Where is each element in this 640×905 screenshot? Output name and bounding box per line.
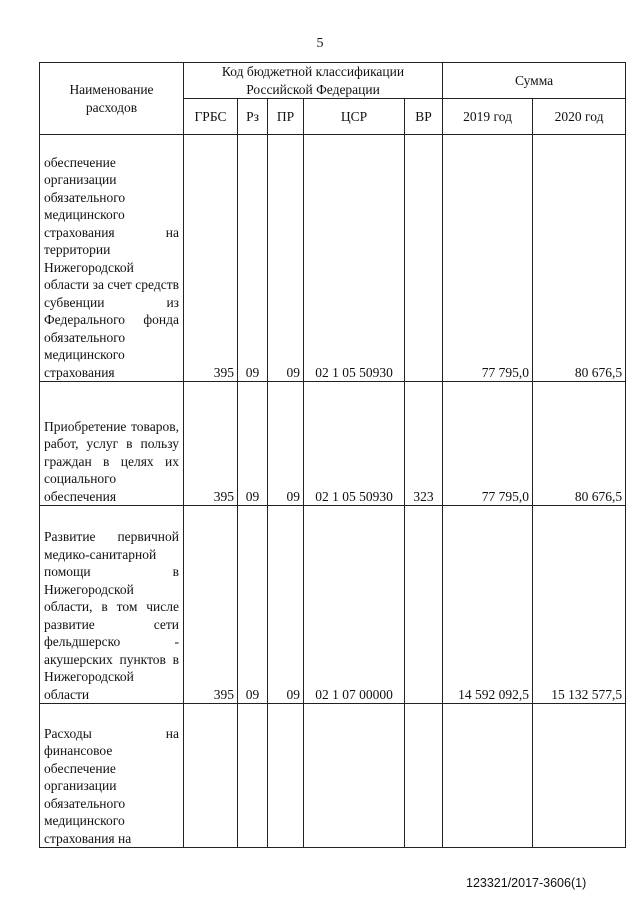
row-rz — [238, 704, 268, 848]
row-rz: 09 — [238, 506, 268, 704]
header-name: Наименование расходов — [40, 63, 184, 135]
row-name: Расходы на финансовое обеспечение организации обязательного медицинского страхования на — [40, 704, 184, 848]
row-pr: 09 — [268, 506, 304, 704]
row-grbs: 395 — [184, 135, 238, 382]
document-id: 123321/2017-3606(1) — [466, 876, 587, 890]
row-rz: 09 — [238, 382, 268, 506]
row-vr — [405, 135, 443, 382]
row-pr: 09 — [268, 135, 304, 382]
table-row — [40, 382, 626, 506]
header-grbs: ГРБС — [184, 99, 238, 135]
header-year-2019: 2019 год — [443, 99, 533, 135]
header-vr: ВР — [405, 99, 443, 135]
budget-table — [39, 62, 626, 848]
row-sum-2020: 15 132 577,5 — [533, 506, 626, 704]
row-name: обеспечение организации обязательного медицинского страхования на территории Нижегородской области за счет средств субвенции из Федерального фонда обязательного медицинского страхования — [40, 135, 184, 382]
table-row — [40, 135, 626, 382]
row-sum-2020: 80 676,5 — [533, 382, 626, 506]
table-row — [40, 506, 626, 704]
row-name: Приобретение товаров, работ, услуг в пользу граждан в целях их социального обеспечения — [40, 382, 184, 506]
header-code-group: Код бюджетной классификации Российской Федерации — [184, 63, 443, 99]
header-year-2020: 2020 год — [533, 99, 626, 135]
row-sum-2019: 77 795,0 — [443, 135, 533, 382]
header-sum-group: Сумма — [443, 63, 626, 99]
row-csr: 02 1 05 50930 — [304, 382, 405, 506]
row-csr — [304, 704, 405, 848]
row-name: Развитие первичной медико-санитарной помощи в Нижегородской области, в том числе развитие сети фельдшерско - акушерских пунктов в Нижегородской области — [40, 506, 184, 704]
row-vr — [405, 506, 443, 704]
row-sum-2020 — [533, 704, 626, 848]
row-sum-2019: 77 795,0 — [443, 382, 533, 506]
row-sum-2019 — [443, 704, 533, 848]
row-grbs: 395 — [184, 382, 238, 506]
header-csr: ЦСР — [304, 99, 405, 135]
header-rz: Рз — [238, 99, 268, 135]
row-sum-2020: 80 676,5 — [533, 135, 626, 382]
table-row — [40, 704, 626, 848]
row-pr — [268, 704, 304, 848]
row-sum-2019: 14 592 092,5 — [443, 506, 533, 704]
row-csr: 02 1 05 50930 — [304, 135, 405, 382]
row-vr — [405, 704, 443, 848]
row-csr: 02 1 07 00000 — [304, 506, 405, 704]
row-grbs — [184, 704, 238, 848]
row-grbs: 395 — [184, 506, 238, 704]
header-pr: ПР — [268, 99, 304, 135]
row-vr: 323 — [405, 382, 443, 506]
page-number: 5 — [316, 36, 324, 51]
row-pr: 09 — [268, 382, 304, 506]
row-rz: 09 — [238, 135, 268, 382]
